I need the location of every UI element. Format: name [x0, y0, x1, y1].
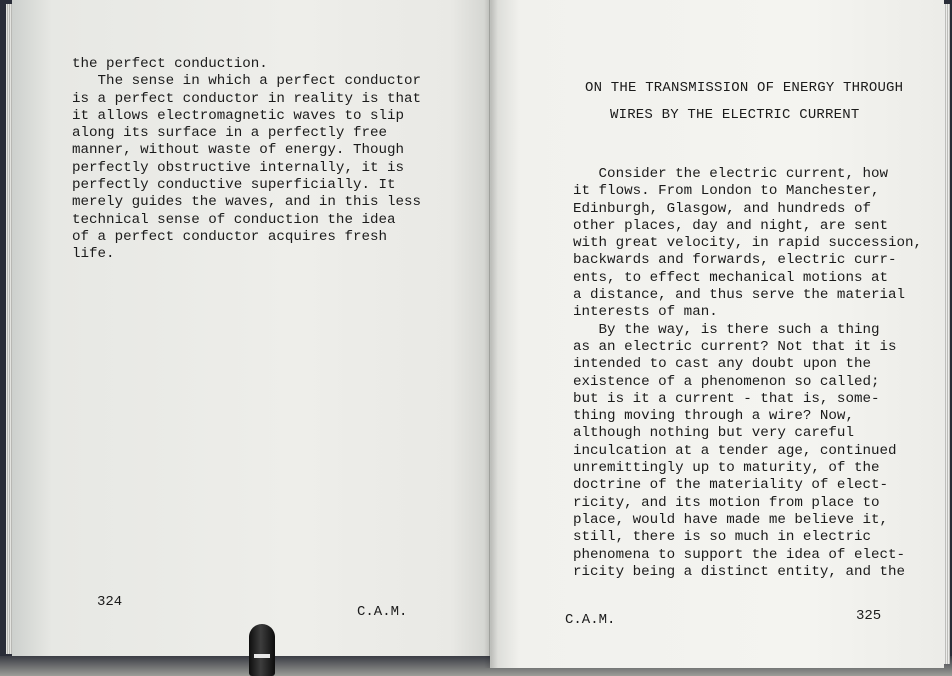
text-line: but is it a current - that is, some- — [573, 390, 880, 407]
text-line: other places, day and night, are sent — [573, 217, 889, 234]
text-line: a distance, and thus serve the material — [573, 287, 906, 304]
text-line: ricity being a distinct entity, and the — [573, 563, 906, 580]
initials-left: C.A.M. — [357, 604, 408, 620]
book-gutter — [484, 0, 498, 668]
page-number-left: 324 — [97, 594, 123, 610]
text-line: inculcation at a tender age, continued — [573, 442, 897, 459]
text-line: intended to cast any doubt upon the — [573, 356, 871, 373]
initials-right: C.A.M. — [565, 612, 616, 628]
text-line: ents, to effect mechanical motions at — [573, 269, 889, 286]
text-line: merely guides the waves, and in this less — [72, 194, 422, 211]
text-line: place, would have made me believe it, — [573, 511, 889, 528]
text-line: of a perfect conductor acquires fresh — [72, 228, 388, 245]
text-line: unremittingly up to maturity, of the — [573, 460, 880, 477]
text-line: backwards and forwards, electric curr- — [573, 252, 897, 269]
text-line: thing moving through a wire? Now, — [573, 408, 854, 425]
right-page — [490, 0, 944, 668]
text-line: perfectly obstructive internally, it is — [72, 159, 405, 176]
text-line: By the way, is there such a thing — [573, 321, 880, 338]
text-line: phenomena to support the idea of elect- — [573, 546, 906, 563]
text-line: doctrine of the materiality of elect- — [573, 477, 889, 494]
text-line: although nothing but very careful — [573, 425, 854, 442]
left-page — [12, 0, 490, 656]
text-line: technical sense of conduction the idea — [72, 211, 396, 228]
text-line: still, there is so much in electric — [573, 529, 871, 546]
left-page-body — [72, 56, 421, 264]
text-line: along its surface in a perfectly free — [72, 125, 388, 142]
text-line: Edinburgh, Glasgow, and hundreds of — [573, 200, 871, 217]
text-line: manner, without waste of energy. Though — [72, 142, 405, 159]
text-line: Consider the electric current, how — [573, 166, 889, 182]
text-line: perfectly conductive superficially. It — [72, 177, 396, 194]
text-line: life. — [72, 246, 115, 263]
text-line: interests of man. — [573, 304, 718, 321]
text-line: the perfect conduction. — [72, 56, 268, 72]
text-line: The sense in which a perfect conductor — [72, 73, 422, 90]
text-line: ricity, and its motion from place to — [573, 494, 880, 511]
text-line: it flows. From London to Manchester, — [573, 183, 880, 200]
text-line: with great velocity, in rapid succession, — [573, 235, 923, 252]
text-line: is a perfect conductor in reality is that — [72, 90, 422, 107]
page-clip — [249, 624, 275, 676]
page-number-right: 325 — [856, 608, 882, 624]
text-line: as an electric current? Not that it is — [573, 338, 897, 355]
text-line: it allows electromagnetic waves to slip — [72, 107, 405, 124]
chapter-title-line-1: ON THE TRANSMISSION OF ENERGY THROUGH — [585, 80, 904, 96]
text-line: existence of a phenomenon so called; — [573, 373, 880, 390]
chapter-title-line-2: WIRES BY THE ELECTRIC CURRENT — [610, 107, 860, 123]
right-page-body — [573, 166, 922, 581]
